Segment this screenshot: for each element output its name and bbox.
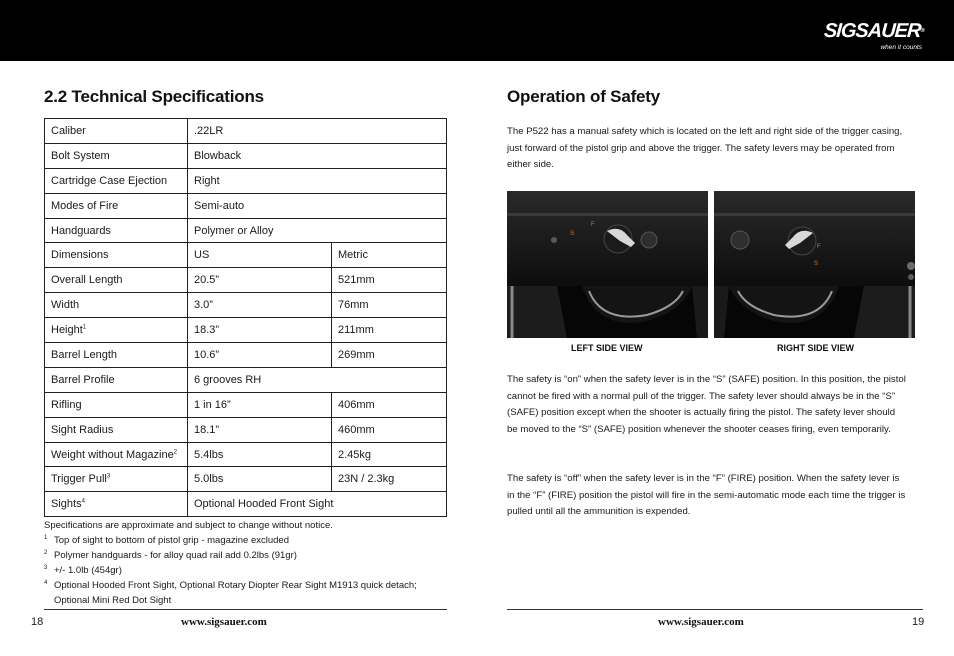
footnote-text: Optional Hooded Front Sight, Optional Rotary Diopter Rear Sight M1913 quick detach; Optional Mini Red Dot Sight: [54, 580, 417, 606]
spec-row: [45, 417, 447, 442]
spec-label-text: Modes of Fire: [51, 199, 119, 212]
spec-value-us: 5.4lbs: [188, 442, 332, 467]
spec-value-us: Right: [188, 168, 447, 193]
spec-row: [45, 343, 447, 368]
spec-value-us: 3.0”: [188, 293, 332, 318]
spec-value-us: 6 grooves RH: [188, 367, 447, 392]
spec-row: [45, 193, 447, 218]
spec-value-metric: 23N / 2.3kg: [332, 467, 447, 492]
logo-wordmark: SIGSAUER: [823, 20, 922, 42]
spec-label-text: Dimensions: [51, 249, 109, 262]
footnote-marker: 1: [82, 324, 87, 331]
footnote-marker: 3: [106, 473, 111, 480]
spec-label: [45, 218, 188, 243]
right-side-photo: [714, 191, 915, 338]
spec-row: [45, 268, 447, 293]
spec-label: [45, 193, 188, 218]
spec-label-text: Sight Radius: [51, 423, 114, 436]
left-side-photo: [507, 191, 708, 338]
spec-row: [45, 318, 447, 343]
spec-label-text: Weight without Magazine: [51, 448, 174, 461]
spec-row: [45, 492, 447, 517]
footnote-text: Top of sight to bottom of pistol grip - magazine excluded: [54, 535, 289, 546]
spec-row: [45, 119, 447, 144]
footnote-number: 3: [44, 565, 48, 571]
spec-value-us: 20.5”: [188, 268, 332, 293]
spec-row: [45, 293, 447, 318]
spec-label: [45, 143, 188, 168]
spec-value-us: Polymer or Alloy: [188, 218, 447, 243]
footnote: [44, 533, 444, 548]
spec-label-text: Height: [51, 324, 83, 337]
registered-mark: ®: [920, 28, 925, 34]
spec-label-text: Trigger Pull: [51, 473, 107, 486]
spec-value-us: Semi-auto: [188, 193, 447, 218]
spec-label-text: Rifling: [51, 398, 82, 411]
spec-heading: 2.2 Technical Specifications: [44, 87, 264, 106]
spec-label-text: Width: [51, 299, 80, 312]
spec-value-us: 5.0lbs: [188, 467, 332, 492]
sig-sauer-logo: [823, 20, 925, 54]
spec-value-us: 18.1”: [188, 417, 332, 442]
spec-label: [45, 417, 188, 442]
safety-heading: Operation of Safety: [507, 87, 661, 106]
footnote-marker: 4: [81, 498, 85, 505]
spec-label: [45, 467, 188, 492]
website-url-left: www.sigsauer.com: [181, 616, 267, 628]
footer-rule-left: [44, 609, 447, 610]
logo-tagline: when it counts: [880, 44, 922, 51]
spec-label: [45, 392, 188, 417]
safety-intro: The P522 has a manual safety which is located on the left and right side of the trigger casing, just forward of the pistol grip and above the trigger. The safety levers may be operated from either side.: [507, 126, 903, 171]
spec-label: [45, 343, 188, 368]
spec-label-text: Bolt System: [51, 149, 110, 162]
notes-intro: Specifications are approximate and subject to change without notice.: [44, 520, 333, 531]
spec-label: [45, 492, 188, 517]
spec-value-metric: 2.45kg: [332, 442, 447, 467]
spec-row: [45, 243, 447, 268]
spec-value-metric: Metric: [332, 243, 447, 268]
safety-on-paragraph: The safety is “on” when the safety lever is in the “S” (SAFE) position. In this position, the pistol cannot be fired with a normal pull of the trigger. The safety lever should always be in the “S” (SAFE) position except when the shooter is actually firing the pistol. The safety lever should be moved to the “S” (SAFE) position whenever the shooter ceases firing, even temporarily.: [507, 374, 906, 435]
spec-row: [45, 168, 447, 193]
spec-label-text: Sights: [51, 498, 82, 511]
spec-value-metric: 269mm: [332, 343, 447, 368]
spec-row: [45, 367, 447, 392]
website-url-right: www.sigsauer.com: [658, 616, 744, 628]
spec-value-us: 18.3”: [188, 318, 332, 343]
caption-right-side: RIGHT SIDE VIEW: [777, 343, 855, 353]
page-number-right: 19: [912, 616, 925, 628]
footnote-text: Polymer handguards - for alloy quad rail add 0.2lbs (91gr): [54, 550, 297, 561]
spec-row: [45, 218, 447, 243]
caption-left-side: LEFT SIDE VIEW: [571, 343, 643, 353]
spec-label: [45, 268, 188, 293]
spec-label-text: Handguards: [51, 224, 111, 237]
footnote-text: +/- 1.0lb (454gr): [54, 565, 122, 576]
footnote-marker: 2: [173, 448, 178, 455]
spec-value-us: US: [188, 243, 332, 268]
spec-label: [45, 318, 188, 343]
spec-value-us: 10.6”: [188, 343, 332, 368]
spec-value-metric: 211mm: [332, 318, 447, 343]
spec-notes: [44, 518, 444, 608]
right-photo-f-mark: F: [817, 244, 821, 250]
spec-value-us: Blowback: [188, 143, 447, 168]
spec-value-us: .22LR: [188, 119, 447, 144]
page-number-left: 18: [31, 616, 44, 628]
footnote: [44, 578, 444, 608]
spec-label-text: Cartridge Case Ejection: [51, 174, 168, 187]
safety-off-paragraph: The safety is “off” when the safety lever is in the “F” (FIRE) position. When the safety lever is in the “F” (FIRE) position the pistol will fire in the semi-automatic mode each time the trigger is pulled until all the ammunition is expended.: [507, 473, 906, 518]
spec-value-metric: 521mm: [332, 268, 447, 293]
spec-label-text: Overall Length: [51, 274, 123, 287]
spec-value-metric: 460mm: [332, 417, 447, 442]
spec-label: [45, 243, 188, 268]
header-bar: [0, 0, 954, 61]
spec-label: [45, 367, 188, 392]
spec-row: [45, 442, 447, 467]
footnote-number: 4: [44, 580, 48, 586]
footer-rule-right: [507, 609, 923, 610]
spec-label: [45, 442, 188, 467]
spec-value-metric: 406mm: [332, 392, 447, 417]
footnote: [44, 548, 444, 563]
spec-value-us: Optional Hooded Front Sight: [188, 492, 447, 517]
spec-value-metric: 76mm: [332, 293, 447, 318]
spec-table: [44, 118, 447, 517]
left-photo-f-mark: F: [591, 222, 595, 228]
footnote-number: 1: [44, 535, 48, 541]
spec-label: [45, 119, 188, 144]
spec-label-text: Barrel Profile: [51, 373, 115, 386]
right-photo-s-mark: S: [814, 261, 819, 267]
spec-value-us: 1 in 16”: [188, 392, 332, 417]
spec-label: [45, 168, 188, 193]
spec-row: [45, 392, 447, 417]
spec-label-text: Barrel Length: [51, 348, 118, 361]
footnote-number: 2: [44, 550, 48, 556]
left-photo-s-mark: S: [570, 231, 575, 237]
spec-label: [45, 293, 188, 318]
footnote: [44, 563, 444, 578]
spec-row: [45, 467, 447, 492]
spec-label-text: Caliber: [51, 124, 86, 137]
spec-row: [45, 143, 447, 168]
